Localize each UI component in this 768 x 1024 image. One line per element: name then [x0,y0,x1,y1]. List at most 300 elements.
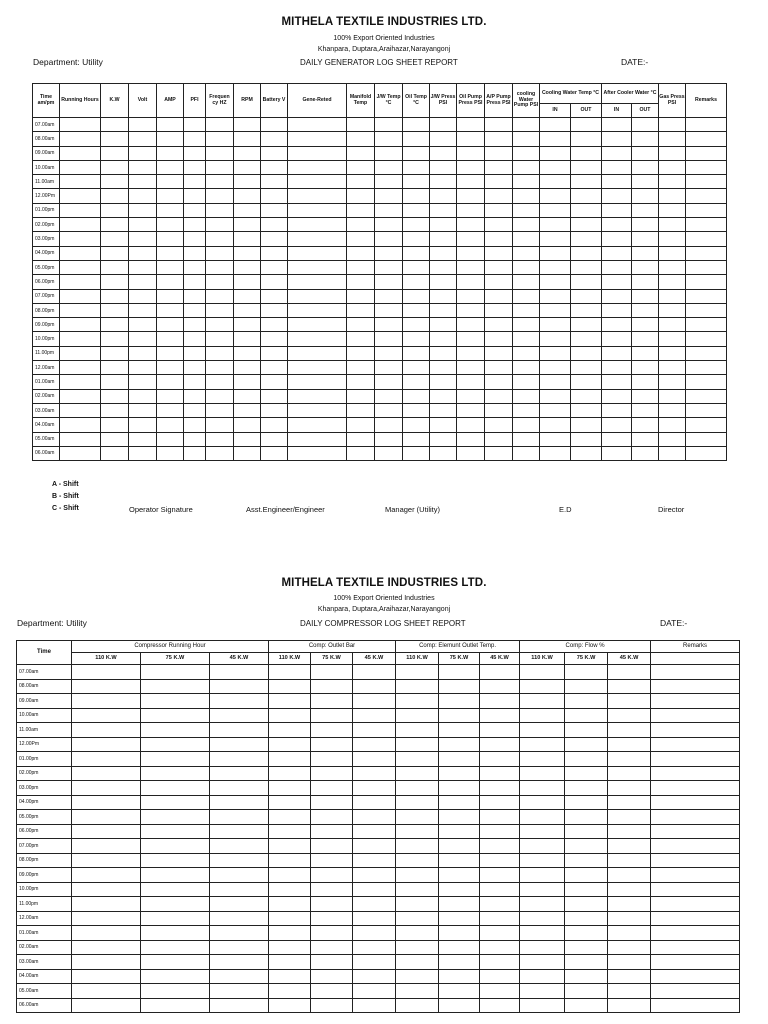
generator-entry-cell[interactable] [129,403,157,417]
generator-entry-cell[interactable] [157,132,184,146]
generator-entry-cell[interactable] [513,418,540,432]
generator-entry-cell[interactable] [261,132,288,146]
compressor-entry-cell[interactable] [565,824,608,839]
generator-entry-cell[interactable] [157,246,184,260]
generator-entry-cell[interactable] [184,446,206,460]
generator-entry-cell[interactable] [571,446,602,460]
generator-entry-cell[interactable] [129,446,157,460]
compressor-entry-cell[interactable] [311,969,353,984]
generator-entry-cell[interactable] [157,118,184,132]
generator-entry-cell[interactable] [457,218,485,232]
generator-entry-cell[interactable] [485,389,513,403]
generator-entry-cell[interactable] [403,175,430,189]
generator-entry-cell[interactable] [261,303,288,317]
compressor-entry-cell[interactable] [439,940,480,955]
generator-entry-cell[interactable] [403,446,430,460]
compressor-entry-cell[interactable] [269,911,311,926]
generator-entry-cell[interactable] [347,246,375,260]
generator-entry-cell[interactable] [485,446,513,460]
generator-entry-cell[interactable] [430,318,457,332]
generator-entry-cell[interactable] [513,332,540,346]
generator-entry-cell[interactable] [157,446,184,460]
generator-entry-cell[interactable] [403,375,430,389]
generator-entry-cell[interactable] [686,246,727,260]
generator-entry-cell[interactable] [571,346,602,360]
generator-entry-cell[interactable] [206,446,234,460]
compressor-entry-cell[interactable] [651,940,740,955]
generator-entry-cell[interactable] [60,218,101,232]
generator-entry-cell[interactable] [602,189,632,203]
generator-entry-cell[interactable] [206,432,234,446]
compressor-entry-cell[interactable] [311,868,353,883]
compressor-entry-cell[interactable] [439,752,480,767]
compressor-entry-cell[interactable] [608,766,651,781]
generator-entry-cell[interactable] [206,246,234,260]
generator-entry-cell[interactable] [485,160,513,174]
generator-entry-cell[interactable] [513,260,540,274]
compressor-entry-cell[interactable] [269,839,311,854]
generator-entry-cell[interactable] [60,432,101,446]
generator-entry-cell[interactable] [571,160,602,174]
compressor-entry-cell[interactable] [439,708,480,723]
generator-entry-cell[interactable] [403,418,430,432]
generator-entry-cell[interactable] [513,160,540,174]
compressor-entry-cell[interactable] [210,665,269,680]
compressor-entry-cell[interactable] [439,839,480,854]
generator-entry-cell[interactable] [571,175,602,189]
generator-entry-cell[interactable] [513,246,540,260]
generator-entry-cell[interactable] [157,432,184,446]
compressor-entry-cell[interactable] [72,984,141,999]
compressor-entry-cell[interactable] [439,998,480,1013]
compressor-entry-cell[interactable] [651,723,740,738]
generator-entry-cell[interactable] [686,346,727,360]
generator-entry-cell[interactable] [375,189,403,203]
generator-entry-cell[interactable] [686,118,727,132]
generator-entry-cell[interactable] [513,432,540,446]
generator-entry-cell[interactable] [234,446,261,460]
generator-entry-cell[interactable] [403,218,430,232]
compressor-entry-cell[interactable] [141,665,210,680]
generator-entry-cell[interactable] [375,175,403,189]
generator-entry-cell[interactable] [632,175,659,189]
generator-entry-cell[interactable] [101,232,129,246]
compressor-entry-cell[interactable] [141,795,210,810]
generator-entry-cell[interactable] [485,361,513,375]
generator-entry-cell[interactable] [457,118,485,132]
generator-entry-cell[interactable] [184,189,206,203]
generator-entry-cell[interactable] [686,361,727,375]
generator-entry-cell[interactable] [602,260,632,274]
generator-entry-cell[interactable] [375,246,403,260]
generator-entry-cell[interactable] [261,446,288,460]
compressor-entry-cell[interactable] [210,868,269,883]
generator-entry-cell[interactable] [234,375,261,389]
generator-entry-cell[interactable] [485,303,513,317]
generator-entry-cell[interactable] [129,432,157,446]
compressor-entry-cell[interactable] [565,998,608,1013]
generator-entry-cell[interactable] [60,418,101,432]
generator-entry-cell[interactable] [157,275,184,289]
generator-entry-cell[interactable] [513,318,540,332]
compressor-entry-cell[interactable] [480,868,520,883]
generator-entry-cell[interactable] [234,389,261,403]
compressor-entry-cell[interactable] [311,940,353,955]
generator-entry-cell[interactable] [184,175,206,189]
compressor-entry-cell[interactable] [565,882,608,897]
compressor-entry-cell[interactable] [520,853,565,868]
generator-entry-cell[interactable] [659,375,686,389]
generator-entry-cell[interactable] [60,260,101,274]
compressor-entry-cell[interactable] [480,984,520,999]
generator-entry-cell[interactable] [602,203,632,217]
compressor-entry-cell[interactable] [608,998,651,1013]
generator-entry-cell[interactable] [430,361,457,375]
compressor-entry-cell[interactable] [269,824,311,839]
compressor-entry-cell[interactable] [141,824,210,839]
generator-entry-cell[interactable] [129,275,157,289]
generator-entry-cell[interactable] [632,160,659,174]
generator-entry-cell[interactable] [457,132,485,146]
compressor-entry-cell[interactable] [269,940,311,955]
generator-entry-cell[interactable] [457,246,485,260]
generator-entry-cell[interactable] [288,375,347,389]
generator-entry-cell[interactable] [129,246,157,260]
generator-entry-cell[interactable] [234,432,261,446]
compressor-entry-cell[interactable] [311,781,353,796]
generator-entry-cell[interactable] [206,303,234,317]
generator-entry-cell[interactable] [234,260,261,274]
generator-entry-cell[interactable] [659,446,686,460]
generator-entry-cell[interactable] [602,232,632,246]
generator-entry-cell[interactable] [430,275,457,289]
generator-entry-cell[interactable] [457,203,485,217]
generator-entry-cell[interactable] [485,218,513,232]
compressor-entry-cell[interactable] [396,853,439,868]
compressor-entry-cell[interactable] [480,781,520,796]
generator-entry-cell[interactable] [288,146,347,160]
generator-entry-cell[interactable] [540,146,571,160]
compressor-entry-cell[interactable] [520,766,565,781]
generator-entry-cell[interactable] [288,403,347,417]
generator-entry-cell[interactable] [403,332,430,346]
compressor-entry-cell[interactable] [480,882,520,897]
generator-entry-cell[interactable] [540,318,571,332]
generator-entry-cell[interactable] [261,175,288,189]
generator-entry-cell[interactable] [686,446,727,460]
generator-entry-cell[interactable] [347,275,375,289]
compressor-entry-cell[interactable] [520,824,565,839]
generator-entry-cell[interactable] [375,361,403,375]
generator-entry-cell[interactable] [375,332,403,346]
generator-entry-cell[interactable] [457,318,485,332]
generator-entry-cell[interactable] [206,389,234,403]
compressor-entry-cell[interactable] [269,810,311,825]
compressor-entry-cell[interactable] [72,679,141,694]
generator-entry-cell[interactable] [288,118,347,132]
compressor-entry-cell[interactable] [651,795,740,810]
compressor-entry-cell[interactable] [72,737,141,752]
compressor-entry-cell[interactable] [141,839,210,854]
generator-entry-cell[interactable] [513,446,540,460]
generator-entry-cell[interactable] [129,346,157,360]
generator-entry-cell[interactable] [129,389,157,403]
generator-entry-cell[interactable] [157,375,184,389]
compressor-entry-cell[interactable] [311,882,353,897]
generator-entry-cell[interactable] [571,146,602,160]
compressor-entry-cell[interactable] [269,897,311,912]
generator-entry-cell[interactable] [60,318,101,332]
generator-entry-cell[interactable] [602,418,632,432]
compressor-entry-cell[interactable] [520,940,565,955]
generator-entry-cell[interactable] [129,318,157,332]
generator-entry-cell[interactable] [659,332,686,346]
generator-entry-cell[interactable] [457,289,485,303]
compressor-entry-cell[interactable] [651,911,740,926]
generator-entry-cell[interactable] [457,375,485,389]
generator-entry-cell[interactable] [686,389,727,403]
generator-entry-cell[interactable] [206,160,234,174]
compressor-entry-cell[interactable] [311,795,353,810]
generator-entry-cell[interactable] [261,332,288,346]
compressor-entry-cell[interactable] [520,665,565,680]
compressor-entry-cell[interactable] [439,882,480,897]
generator-entry-cell[interactable] [602,432,632,446]
compressor-entry-cell[interactable] [311,694,353,709]
generator-entry-cell[interactable] [457,232,485,246]
compressor-entry-cell[interactable] [269,882,311,897]
generator-entry-cell[interactable] [513,375,540,389]
generator-entry-cell[interactable] [206,346,234,360]
generator-entry-cell[interactable] [234,189,261,203]
generator-entry-cell[interactable] [686,303,727,317]
generator-entry-cell[interactable] [206,218,234,232]
generator-entry-cell[interactable] [571,189,602,203]
generator-entry-cell[interactable] [184,303,206,317]
generator-entry-cell[interactable] [485,432,513,446]
compressor-entry-cell[interactable] [651,694,740,709]
compressor-entry-cell[interactable] [565,926,608,941]
generator-entry-cell[interactable] [184,275,206,289]
compressor-entry-cell[interactable] [141,723,210,738]
generator-entry-cell[interactable] [101,160,129,174]
generator-entry-cell[interactable] [157,175,184,189]
generator-entry-cell[interactable] [602,375,632,389]
compressor-entry-cell[interactable] [480,752,520,767]
compressor-entry-cell[interactable] [480,766,520,781]
compressor-entry-cell[interactable] [353,926,396,941]
generator-entry-cell[interactable] [457,160,485,174]
compressor-entry-cell[interactable] [353,723,396,738]
generator-entry-cell[interactable] [261,275,288,289]
generator-entry-cell[interactable] [571,232,602,246]
generator-entry-cell[interactable] [513,389,540,403]
generator-entry-cell[interactable] [571,260,602,274]
generator-entry-cell[interactable] [288,218,347,232]
compressor-entry-cell[interactable] [651,969,740,984]
generator-entry-cell[interactable] [347,418,375,432]
generator-entry-cell[interactable] [234,418,261,432]
generator-entry-cell[interactable] [234,132,261,146]
compressor-entry-cell[interactable] [651,665,740,680]
generator-entry-cell[interactable] [347,132,375,146]
compressor-entry-cell[interactable] [141,897,210,912]
compressor-entry-cell[interactable] [439,665,480,680]
generator-entry-cell[interactable] [288,275,347,289]
generator-entry-cell[interactable] [571,132,602,146]
generator-entry-cell[interactable] [101,203,129,217]
generator-entry-cell[interactable] [540,418,571,432]
generator-entry-cell[interactable] [347,232,375,246]
generator-entry-cell[interactable] [457,275,485,289]
compressor-entry-cell[interactable] [311,998,353,1013]
generator-entry-cell[interactable] [659,389,686,403]
compressor-entry-cell[interactable] [520,926,565,941]
generator-entry-cell[interactable] [457,303,485,317]
compressor-entry-cell[interactable] [210,911,269,926]
compressor-entry-cell[interactable] [72,882,141,897]
compressor-entry-cell[interactable] [608,679,651,694]
generator-entry-cell[interactable] [288,175,347,189]
generator-entry-cell[interactable] [261,118,288,132]
generator-entry-cell[interactable] [403,346,430,360]
generator-entry-cell[interactable] [659,175,686,189]
generator-entry-cell[interactable] [288,132,347,146]
generator-entry-cell[interactable] [234,118,261,132]
compressor-entry-cell[interactable] [210,752,269,767]
compressor-entry-cell[interactable] [480,679,520,694]
generator-entry-cell[interactable] [101,318,129,332]
generator-entry-cell[interactable] [632,232,659,246]
generator-entry-cell[interactable] [234,246,261,260]
compressor-entry-cell[interactable] [353,665,396,680]
generator-entry-cell[interactable] [571,389,602,403]
compressor-entry-cell[interactable] [353,911,396,926]
generator-entry-cell[interactable] [184,346,206,360]
generator-entry-cell[interactable] [632,218,659,232]
generator-entry-cell[interactable] [101,118,129,132]
generator-entry-cell[interactable] [430,432,457,446]
compressor-entry-cell[interactable] [269,955,311,970]
generator-entry-cell[interactable] [206,146,234,160]
generator-entry-cell[interactable] [261,218,288,232]
compressor-entry-cell[interactable] [396,868,439,883]
generator-entry-cell[interactable] [540,389,571,403]
compressor-entry-cell[interactable] [311,679,353,694]
generator-entry-cell[interactable] [261,403,288,417]
generator-entry-cell[interactable] [234,403,261,417]
generator-entry-cell[interactable] [457,260,485,274]
compressor-entry-cell[interactable] [608,940,651,955]
generator-entry-cell[interactable] [206,203,234,217]
generator-entry-cell[interactable] [184,232,206,246]
generator-entry-cell[interactable] [602,346,632,360]
compressor-entry-cell[interactable] [269,708,311,723]
compressor-entry-cell[interactable] [353,824,396,839]
generator-entry-cell[interactable] [659,346,686,360]
generator-entry-cell[interactable] [602,318,632,332]
generator-entry-cell[interactable] [206,175,234,189]
compressor-entry-cell[interactable] [520,882,565,897]
generator-entry-cell[interactable] [632,189,659,203]
compressor-entry-cell[interactable] [353,694,396,709]
generator-entry-cell[interactable] [184,318,206,332]
compressor-entry-cell[interactable] [353,897,396,912]
generator-entry-cell[interactable] [157,189,184,203]
generator-entry-cell[interactable] [375,218,403,232]
generator-entry-cell[interactable] [234,303,261,317]
compressor-entry-cell[interactable] [396,926,439,941]
generator-entry-cell[interactable] [540,432,571,446]
generator-entry-cell[interactable] [403,403,430,417]
generator-entry-cell[interactable] [375,389,403,403]
generator-entry-cell[interactable] [184,146,206,160]
generator-entry-cell[interactable] [347,146,375,160]
compressor-entry-cell[interactable] [439,926,480,941]
compressor-entry-cell[interactable] [480,810,520,825]
compressor-entry-cell[interactable] [608,665,651,680]
generator-entry-cell[interactable] [403,260,430,274]
generator-entry-cell[interactable] [184,246,206,260]
generator-entry-cell[interactable] [686,218,727,232]
generator-entry-cell[interactable] [184,118,206,132]
generator-entry-cell[interactable] [234,346,261,360]
generator-entry-cell[interactable] [129,303,157,317]
generator-entry-cell[interactable] [261,203,288,217]
generator-entry-cell[interactable] [686,318,727,332]
compressor-entry-cell[interactable] [565,665,608,680]
compressor-entry-cell[interactable] [608,708,651,723]
compressor-entry-cell[interactable] [311,897,353,912]
generator-entry-cell[interactable] [101,361,129,375]
generator-entry-cell[interactable] [60,403,101,417]
compressor-entry-cell[interactable] [608,955,651,970]
compressor-entry-cell[interactable] [72,839,141,854]
generator-entry-cell[interactable] [686,275,727,289]
generator-entry-cell[interactable] [659,232,686,246]
compressor-entry-cell[interactable] [565,940,608,955]
compressor-entry-cell[interactable] [72,969,141,984]
generator-entry-cell[interactable] [632,418,659,432]
compressor-entry-cell[interactable] [311,708,353,723]
generator-entry-cell[interactable] [288,361,347,375]
compressor-entry-cell[interactable] [72,795,141,810]
compressor-entry-cell[interactable] [439,969,480,984]
compressor-entry-cell[interactable] [565,694,608,709]
generator-entry-cell[interactable] [403,118,430,132]
generator-entry-cell[interactable] [347,203,375,217]
generator-entry-cell[interactable] [157,403,184,417]
generator-entry-cell[interactable] [571,218,602,232]
generator-entry-cell[interactable] [457,389,485,403]
compressor-entry-cell[interactable] [141,694,210,709]
generator-entry-cell[interactable] [513,175,540,189]
compressor-entry-cell[interactable] [396,882,439,897]
generator-entry-cell[interactable] [347,318,375,332]
compressor-entry-cell[interactable] [210,969,269,984]
compressor-entry-cell[interactable] [439,824,480,839]
compressor-entry-cell[interactable] [520,868,565,883]
compressor-entry-cell[interactable] [396,897,439,912]
compressor-entry-cell[interactable] [210,984,269,999]
generator-entry-cell[interactable] [659,403,686,417]
generator-entry-cell[interactable] [632,146,659,160]
compressor-entry-cell[interactable] [651,882,740,897]
compressor-entry-cell[interactable] [311,810,353,825]
generator-entry-cell[interactable] [60,389,101,403]
generator-entry-cell[interactable] [485,189,513,203]
compressor-entry-cell[interactable] [608,969,651,984]
